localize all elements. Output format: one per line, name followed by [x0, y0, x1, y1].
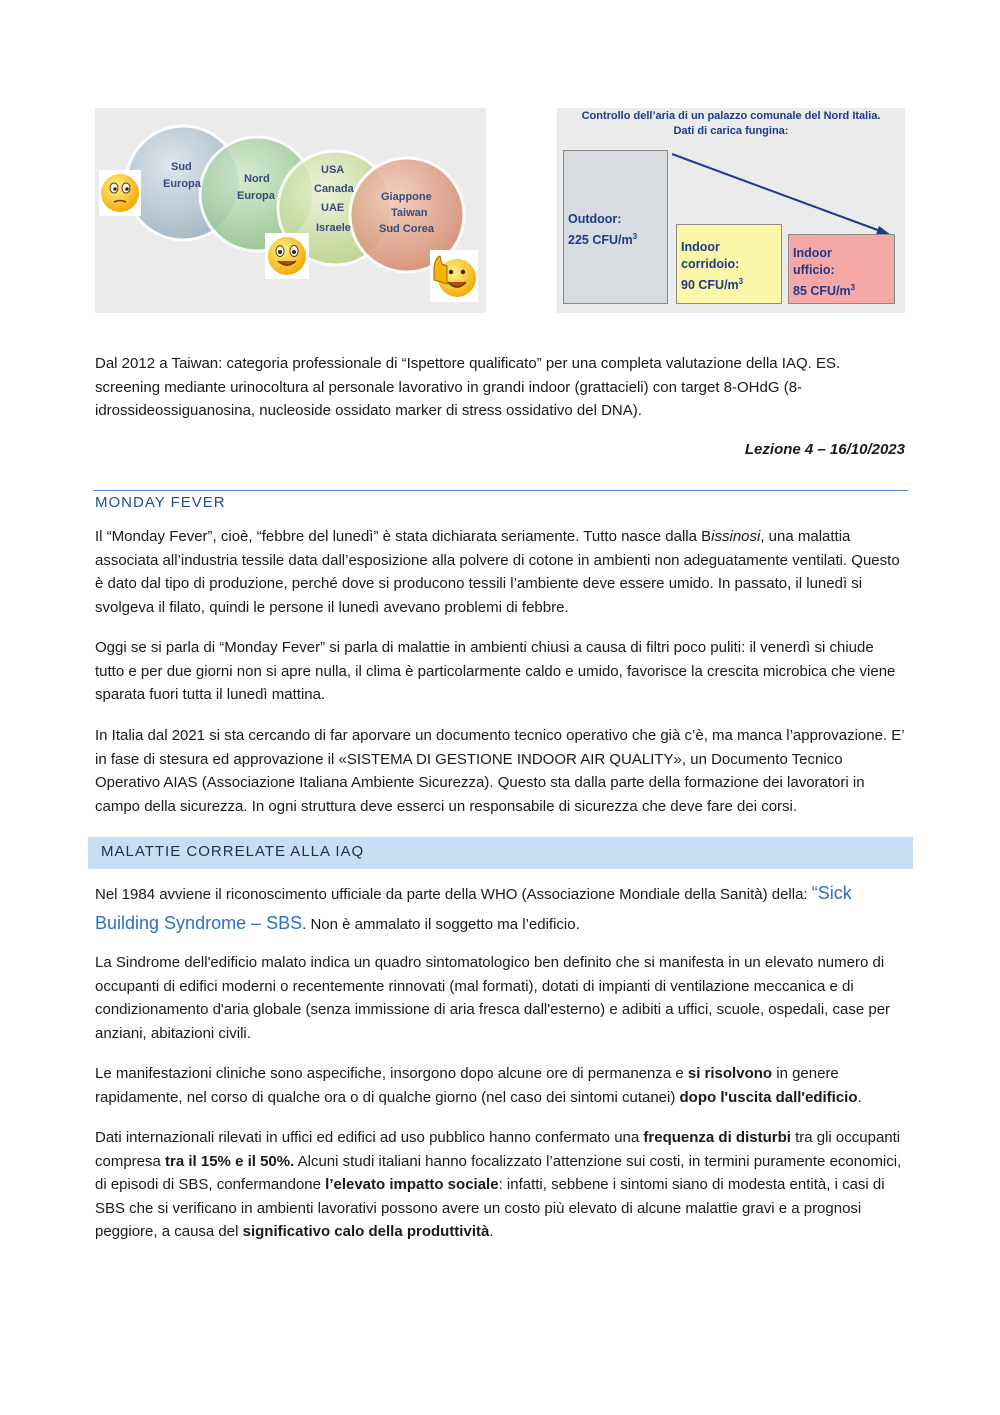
fungal-load-figure: [557, 108, 905, 313]
unit-superscript: 3: [738, 277, 744, 286]
bar-indoor-corridoio: [676, 224, 782, 304]
section-rule: [93, 490, 908, 491]
intro-paragraph: Dal 2012 a Taiwan: categoria professionale di “Ispettore qualificato” per una completa valutazione della IAQ. ES. screening mediante urinocoltura al personale lavorativo in grandi indoor (grattacieli) con target 8-OHdG (8-idrossideossiguanosina, nucleoside ossidato marker di stress ossidativo del DNA).: [95, 355, 841, 420]
regions-circles: [95, 108, 486, 313]
monday-p1-b: , una malattia associata all’industria tessile data dall’esposizione alla polvere di cotone in ambienti non adeguatamente ventilati. Questo è dato dal tipo di produzione, perché dove si producono tessili l’ambiente deve essere umido. In passato, il lunedì si svolgeva il filato, quindi le persone il lunedì avevano problemi di febbre.: [95, 528, 900, 616]
bar-outdoor: [563, 150, 668, 304]
malattie-p4-e: : infatti, sebbene i sintomi siano di modesta entità, i casi di SBS che si verificano in ambienti lavorativi possono avere un costo più elevato di alcune malattie gravi e a prognosi peggiore, a causa del: [95, 1176, 885, 1241]
bar-outdoor-value: 225 CFU/m: [568, 233, 633, 248]
malattie-p3-c: in genere rapidamente, nel corso di qualche ora o di qualche giorno (nel caso dei sintomi cutanei): [95, 1065, 839, 1106]
smiling-emoji: [265, 233, 309, 279]
monday-paragraph-2: Oggi se si parla di “Monday Fever” si parla di malattie in ambienti chiusi a causa di filtri poco puliti: il venerdì si chiude tutto e per due giorni non si apre nulla, il clima è particolarmente caldo e umido, favorisce la crescita microbica che viene sparata fuori tutta il lunedì mattina.: [95, 639, 896, 704]
monday-paragraph-1: [95, 525, 907, 619]
malattie-paragraph-3: [95, 1062, 907, 1109]
bar-ufficio-value: 85 CFU/m: [793, 284, 851, 299]
malattie-p4-f: .: [489, 1223, 494, 1241]
monday-paragraph-3: In Italia dal 2021 si sta cercando di far aporvare un documento tecnico operativo che già c’è, ma manca l’approvazione. E’ in fase di stesura ed approvazione il «SISTEMA DI GESTIONE INDOOR AIR QUALITY», un Documento Tecnico Operativo AIAS (Associazione Italiana Ambiente Sicurezza). Questo sta dalla parte della formazione dei lavoratori in campo della sicurezza. In ogni struttura deve esserci un responsabile di sicurezza che deve fare dei corsi.: [95, 727, 905, 815]
label-nord-line2: Europa: [237, 190, 275, 202]
bar-indoor-ufficio: [788, 234, 895, 304]
bar-outdoor-label: Outdoor:: [568, 212, 622, 226]
malattie-p4-bold-1: frequenza di disturbi: [643, 1129, 791, 1146]
label-giappone-line3: Sud Corea: [379, 223, 435, 235]
bar-corridoio-label-b: corridoio:: [681, 257, 740, 271]
malattie-p3-bold-2: dopo l'uscita dall'edificio: [679, 1088, 858, 1106]
sbs-term: “Sick Building Syndrome – SBS: [95, 883, 852, 933]
monday-p1-a: Il “Monday Fever”, cioè, “febbre del lunedì” è stata dichiarata seriamente. Tutto nasce dalla B: [95, 528, 712, 545]
malattie-p4-bold-4: significativo calo della produttività: [242, 1223, 490, 1241]
malattie-p4-bold-3: l’elevato impatto sociale: [325, 1176, 499, 1194]
malattie-p1-b: . Non è ammalato il soggetto ma l’edificio.: [302, 916, 580, 933]
label-nord-line1: Nord: [244, 173, 270, 185]
unit-superscript: 3: [632, 232, 638, 241]
malattie-paragraph-2: La Sindrome dell'edificio malato indica un quadro sintomatologico ben definito che si manifesta in un elevato numero di occupanti di edifici moderni o recentemente rinnovati (mal formati), dotati di impianti di ventilazione meccanica e di condizionamento d'aria globale (senza immissione di aria fresca dall'esterno) e adibiti a uffici, scuole, ospedali, case per anziani, abitazioni civili.: [95, 954, 891, 1042]
unit-superscript: 3: [850, 283, 856, 292]
thumbs-up-emoji: [430, 250, 478, 302]
malattie-p4-d: Alcuni studi italiani hanno focalizzato l’attenzione sui costi, in termini puramente economici, di episodi di SBS, confermandone: [95, 1152, 902, 1194]
label-giappone-line1: Giappone: [381, 191, 432, 203]
fungal-figure-title-line2: Dati di carica fungina:: [673, 125, 789, 137]
lesson-date: Lezione 4 – 16/10/2023: [744, 441, 905, 458]
monday-p1-italic: issinosi: [711, 528, 761, 545]
bar-corridoio-value: 90 CFU/m: [681, 278, 739, 293]
malattie-paragraph-1: [95, 879, 907, 939]
label-usa-line4: Israele: [316, 222, 351, 234]
malattie-p4-a: Dati internazionali rilevati in uffici ed edifici ad uso pubblico hanno confermato una: [95, 1129, 644, 1146]
malattie-p1-a: Nel 1984 avviene il riconoscimento ufficiale da parte della WHO (Associazione Mondiale della Sanità) della:: [95, 886, 812, 903]
malattie-paragraph-4: [95, 1126, 907, 1244]
label-sud-line1: Sud: [171, 161, 192, 173]
malattie-heading: MALATTIE CORRELATE ALLA IAQ: [101, 843, 365, 860]
bar-ufficio-label-a: Indoor: [793, 246, 832, 260]
label-usa-line3: UAE: [321, 202, 345, 214]
malattie-p3-bold-1: si risolvono: [687, 1065, 773, 1082]
monday-fever-heading: MONDAY FEVER: [95, 494, 226, 511]
malattie-p4-bold-2: tra il 15% e il 50%.: [165, 1152, 295, 1170]
label-giappone-line2: Taiwan: [391, 207, 428, 219]
bar-corridoio-label-a: Indoor: [681, 240, 720, 254]
malattie-p3-a: Le manifestazioni cliniche sono aspecifiche, insorgono dopo alcune ore di permanenza e: [95, 1065, 688, 1082]
thinking-emoji: [99, 170, 141, 216]
bar-ufficio-label-b: ufficio:: [793, 263, 835, 277]
malattie-p4-c: tra gli occupanti compresa: [95, 1129, 901, 1170]
label-usa-line1: USA: [321, 164, 345, 176]
fungal-figure-title-line1: Controllo dell’aria di un palazzo comunale del Nord Italia.: [581, 110, 881, 122]
malattie-p3-d: .: [857, 1088, 862, 1106]
regions-diagram: [95, 108, 486, 313]
label-sud-line2: Europa: [163, 178, 201, 190]
label-usa-line2: Canada: [314, 183, 354, 195]
